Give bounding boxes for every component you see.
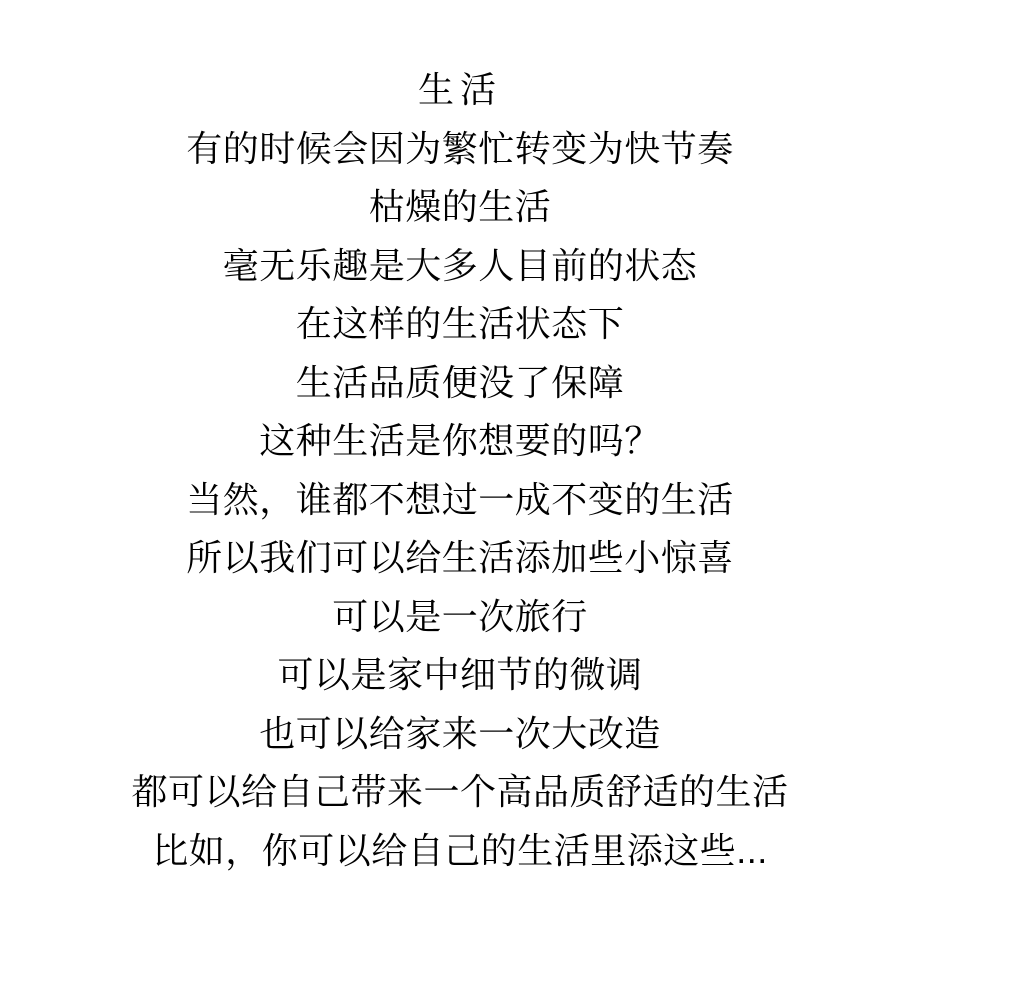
text-line-2: 有的时候会因为繁忙转变为快节奏 [186,127,734,169]
text-line-7: 这种生活是你想要的吗？ [259,420,661,461]
text-line-4: 毫无乐趣是大多人目前的状态 [222,244,698,286]
text-block [0,61,920,880]
text-line-12: 也可以给家来一次大改造 [259,712,661,754]
text-line-6: 生活品质便没了保障 [295,361,625,403]
text-line-11: 可以是家中细节的微调 [277,654,643,695]
text-line-10: 可以是一次旅行 [332,595,588,637]
text-line-3: 枯燥的生活 [368,186,552,227]
text-line-5: 在这样的生活状态下 [295,303,625,344]
text-line-8: 当然，谁都不想过一成不变的生活 [186,478,734,520]
text-line-9: 所以我们可以给生活添加些小惊喜 [186,537,734,578]
page-title: 生活 [417,69,502,110]
text-line-13: 都可以给自己带来一个高品质舒适的生活 [131,771,789,812]
text-line-14: 比如，你可以给自己的生活里添这些... [152,829,768,871]
